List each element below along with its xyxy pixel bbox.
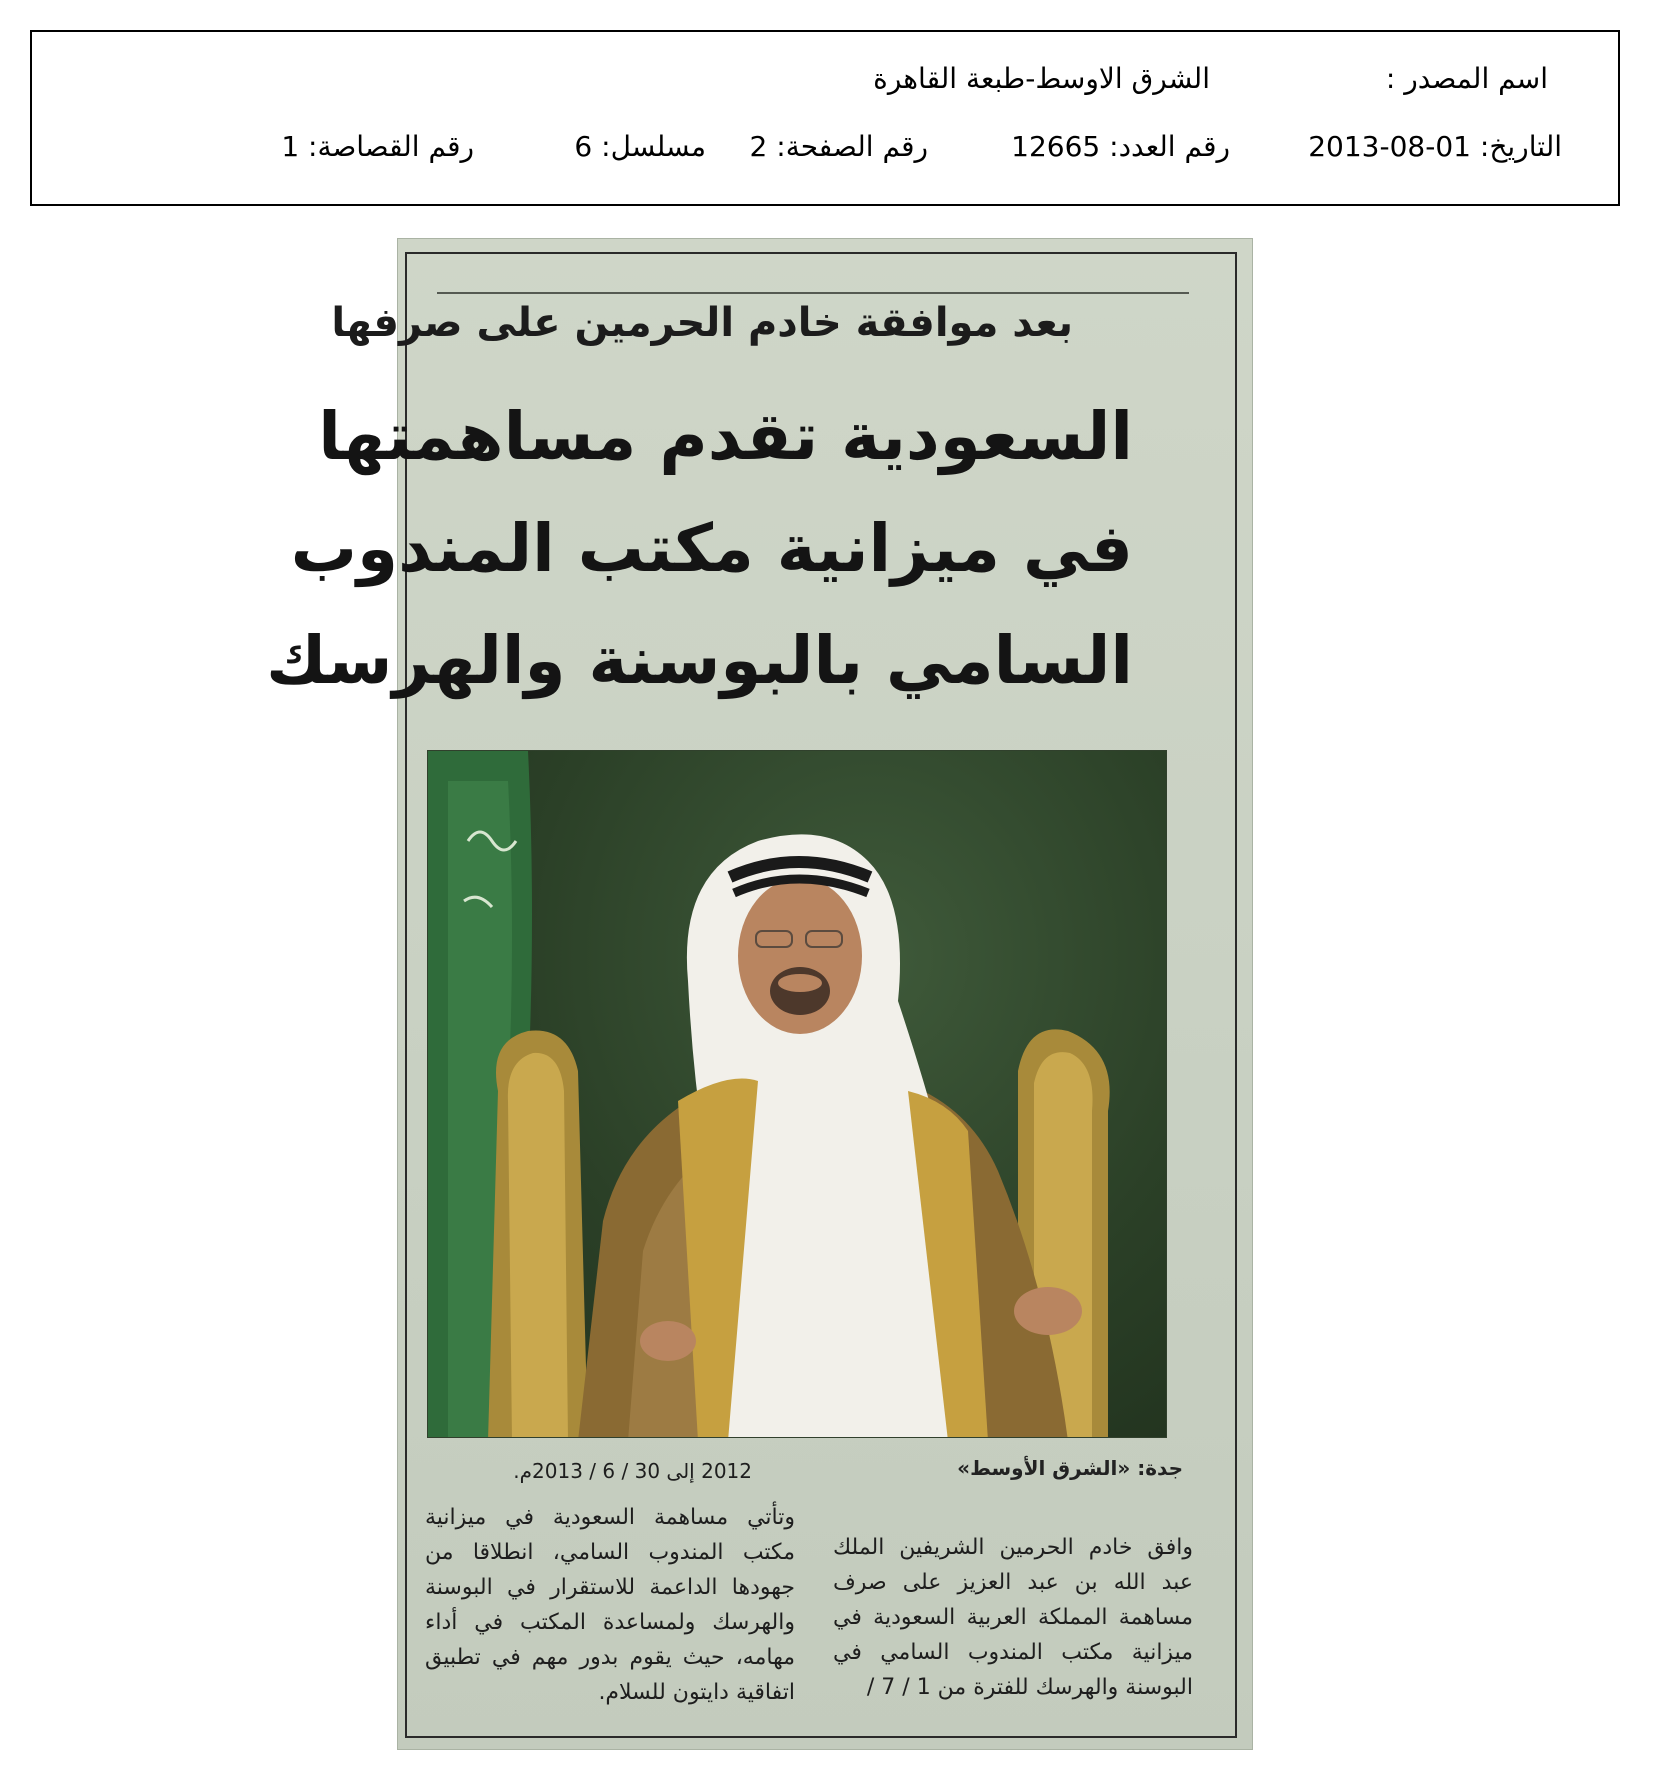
article-headline-line-1: السعودية تقدم مساهمتها	[318, 398, 1133, 475]
serial-field: مسلسل: 6	[574, 130, 706, 163]
article-headline-line-2: في ميزانية مكتب المندوب	[290, 510, 1133, 587]
article-byline: جدة: «الشرق الأوسط»	[957, 1456, 1183, 1480]
issue-number-field: رقم العدد: 12665	[1011, 130, 1230, 163]
date-field: التاريخ: 01-08-2013	[1308, 130, 1562, 163]
page-number-field: رقم الصفحة: 2	[749, 130, 928, 163]
clipping-top-rule	[437, 292, 1189, 294]
article-body-left-column-top: 2012 إلى 30 / 6 / 2013م.	[513, 1459, 752, 1483]
newspaper-clipping	[266, 238, 1253, 1750]
source-label: اسم المصدر :	[1385, 62, 1548, 95]
article-body-left-column: وتأتي مساهمة السعودية في ميزانية مكتب المندوب السامي، انطلاقا من جهودها الداعمة للاستقرار في البوسنة والهرسك ولمساعدة المكتب في أداء مهامه، حيث يقوم بدور مهم في تطبيق اتفاقية دايتون للسلام.	[425, 1505, 795, 1705]
article-subtitle: بعد موافقة خادم الحرمين على صرفها	[331, 300, 1073, 346]
source-value: الشرق الاوسط-طبعة القاهرة	[873, 62, 1210, 95]
article-body-right-column: وافق خادم الحرمين الشريفين الملك عبد الله بن عبد العزيز على صرف مساهمة المملكة العربية السعودية في ميزانية مكتب المندوب السامي في البوسنة والهرسك للفترة من 1 / 7 /	[833, 1535, 1193, 1700]
clip-number-field: رقم القصاصة: 1	[281, 130, 474, 163]
article-photo	[427, 750, 1167, 1438]
article-headline-line-3: السامي بالبوسنة والهرسك	[266, 622, 1133, 699]
clipping-metadata-box	[30, 30, 1620, 206]
